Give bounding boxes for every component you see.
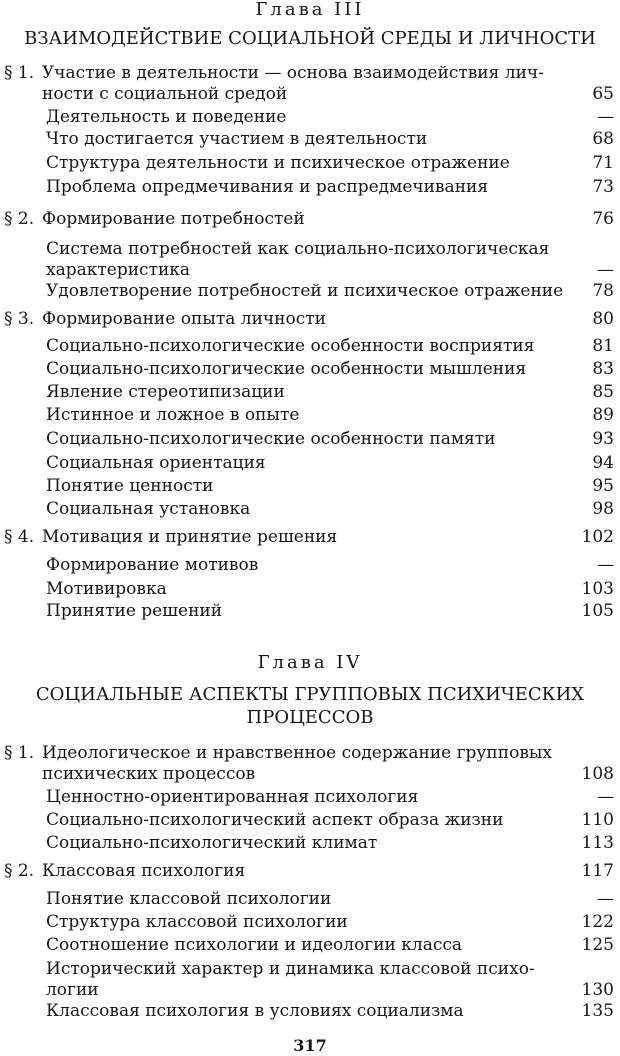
toc-page-number: 71 bbox=[592, 153, 614, 173]
toc-page-number: — bbox=[597, 260, 614, 280]
toc-entry-title: Идеологическое и нравственное содержание групповых bbox=[42, 743, 553, 763]
toc-entry-title: Удовлетворение потребностей и психическое отражение bbox=[46, 281, 564, 301]
chapter-title bbox=[20, 683, 600, 729]
section-marker: § 3. bbox=[4, 309, 35, 329]
toc-page-number: 98 bbox=[592, 499, 614, 519]
toc-entry-title: Формирование мотивов bbox=[46, 555, 259, 575]
toc-page-number: 65 bbox=[592, 84, 614, 104]
section-marker: § 4. bbox=[4, 527, 35, 547]
toc-page-number: 122 bbox=[581, 912, 614, 932]
toc-page-number: 78 bbox=[592, 281, 614, 301]
toc-page-number: — bbox=[597, 107, 614, 127]
section-marker: § 1. bbox=[4, 63, 35, 83]
toc-page-number: 130 bbox=[581, 980, 614, 1000]
toc-page-number: — bbox=[597, 555, 614, 575]
toc-entry-title: Социально-психологический аспект образа жизни bbox=[46, 810, 504, 830]
section-marker: § 2. bbox=[4, 861, 35, 881]
toc-entry-title: Деятельность и поведение bbox=[46, 107, 287, 127]
toc-entry-title: Участие в деятельности — основа взаимодействия лич- bbox=[42, 63, 544, 83]
chapter-title: ВЗАИМОДЕЙСТВИЕ СОЦИАЛЬНОЙ СРЕДЫ И ЛИЧНОСТИ bbox=[24, 28, 596, 49]
chapter-title-line: ПРОЦЕССОВ bbox=[246, 707, 374, 728]
chapter-title-line: СОЦИАЛЬНЫЕ АСПЕКТЫ ГРУППОВЫХ ПСИХИЧЕСКИХ bbox=[35, 684, 585, 705]
chapter-heading: Глава IV bbox=[257, 652, 363, 673]
toc-page-number: 108 bbox=[581, 764, 614, 784]
toc-page-number: 68 bbox=[592, 129, 614, 149]
toc-entry-title: Структура классовой психологии bbox=[46, 912, 348, 932]
toc-page-number: 110 bbox=[581, 810, 614, 830]
toc-entry-title: Исторический характер и динамика классовой психо- bbox=[46, 959, 535, 979]
toc-page-number: 117 bbox=[581, 861, 614, 881]
chapter-heading: Глава III bbox=[255, 0, 365, 20]
page-number: 317 bbox=[293, 1036, 327, 1055]
toc-entry-title: Понятие ценности bbox=[46, 476, 214, 496]
toc-entry-title: Мотивация и принятие решения bbox=[42, 527, 338, 547]
toc-page-number: 105 bbox=[581, 601, 614, 621]
section-marker: § 1. bbox=[4, 743, 35, 763]
toc-page-number: 125 bbox=[581, 935, 614, 955]
toc-page-number: 95 bbox=[592, 476, 614, 496]
toc-entry-title: Социально-психологические особенности восприятия bbox=[46, 336, 535, 356]
toc-entry-title: Классовая психология bbox=[42, 861, 246, 881]
toc-entry-title: психических процессов bbox=[42, 764, 256, 784]
toc-entry-title: Социально-психологические особенности памяти bbox=[46, 429, 496, 449]
toc-entry-title: ности с социальной средой bbox=[42, 84, 288, 104]
toc-page-number: 83 bbox=[592, 359, 614, 379]
toc-page-number: 76 bbox=[592, 209, 614, 229]
toc-entry-title: Социальная ориентация bbox=[46, 453, 266, 473]
toc-entry-title: Мотивировка bbox=[46, 579, 167, 599]
toc-page-number: 102 bbox=[581, 527, 614, 547]
toc-entry-title: Классовая психология в условиях социализма bbox=[46, 1001, 464, 1021]
toc-page-number: 81 bbox=[592, 336, 614, 356]
toc-page-number: 94 bbox=[592, 453, 614, 473]
toc-entry-title: Принятие решений bbox=[46, 601, 223, 621]
toc-page-number: 103 bbox=[581, 579, 614, 599]
toc-entry-title: Социальная установка bbox=[46, 499, 251, 519]
toc-entry-title: Социально-психологический климат bbox=[46, 833, 378, 853]
toc-page-number: 135 bbox=[581, 1001, 614, 1021]
toc-page-number: 73 bbox=[592, 177, 614, 197]
toc-entry-title: Формирование потребностей bbox=[42, 209, 305, 229]
toc-page-number: 93 bbox=[592, 429, 614, 449]
toc-page-number: 80 bbox=[592, 309, 614, 329]
toc-entry-title: Понятие классовой психологии bbox=[46, 889, 332, 909]
toc-entry-title: Социально-психологические особенности мышления bbox=[46, 359, 527, 379]
toc-entry-title: характеристика bbox=[46, 260, 191, 280]
toc-entry-title: Структура деятельности и психическое отражение bbox=[46, 153, 510, 173]
toc-entry-title: Система потребностей как социально-психологическая bbox=[46, 239, 550, 259]
toc-page-number: 89 bbox=[592, 405, 614, 425]
toc-entry-title: Истинное и ложное в опыте bbox=[46, 405, 300, 425]
toc-entry-title: Что достигается участием в деятельности bbox=[46, 129, 428, 149]
toc-entry-title: логии bbox=[46, 980, 99, 1000]
toc-entry-title: Соотношение психологии и идеологии класса bbox=[46, 935, 463, 955]
toc-entry-title: Проблема опредмечивания и распредмечивания bbox=[46, 177, 489, 197]
toc-page-number: — bbox=[597, 889, 614, 909]
toc-page-number: — bbox=[597, 787, 614, 807]
toc-entry-title: Явление стереотипизации bbox=[46, 382, 285, 402]
section-marker: § 2. bbox=[4, 209, 35, 229]
toc-page-number: 113 bbox=[581, 833, 614, 853]
toc-entry-title: Формирование опыта личности bbox=[42, 309, 326, 329]
toc-page-number: 85 bbox=[592, 382, 614, 402]
toc-entry-title: Ценностно-ориентированная психология bbox=[46, 787, 419, 807]
